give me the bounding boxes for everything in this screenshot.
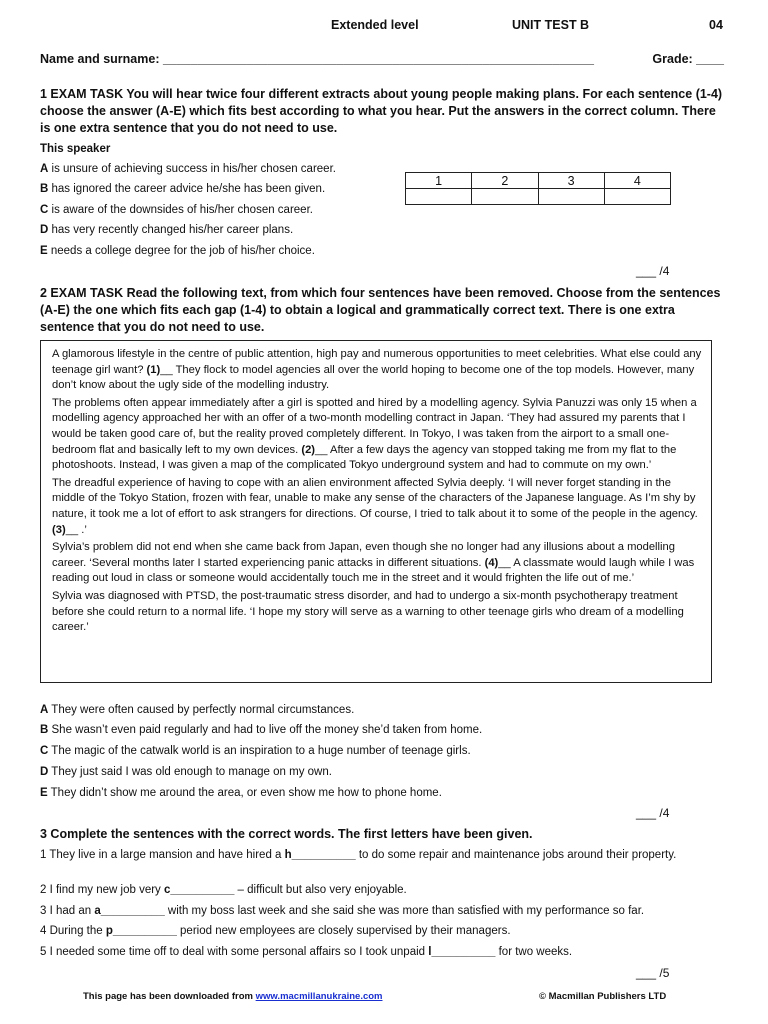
task1-instruction: 1 EXAM TASK You will hear twice four different extracts about young people making plans. For each sentence (1-4) choose the answer (A-E) which fits best according to what you hear. Put the answers in the correct column. There is one extra sentence that you do not need to use. xyxy=(40,87,723,135)
task2-option-a: A They were often caused by perfectly normal circumstances. xyxy=(40,704,355,716)
grade-field: Grade: ____ xyxy=(652,52,724,66)
answer-col-1: 1 xyxy=(406,173,472,189)
task3-item-2: 2 I find my new job very c__________ – difficult but also very enjoyable. xyxy=(40,884,407,896)
task1-intro: This speaker xyxy=(40,143,111,155)
macmillan-link[interactable]: www.macmillanukraine.com xyxy=(255,991,383,1002)
answer-cell-1[interactable] xyxy=(406,189,472,205)
task1-option-c: C is aware of the downsides of his/her chosen career. xyxy=(40,204,313,216)
task2-score: ___ /4 xyxy=(636,806,670,820)
name-field-label: Name and surname: ______________________________________________________________ xyxy=(40,52,594,66)
answer-col-4: 4 xyxy=(604,173,670,189)
reading-paragraph-4: Sylvia’s problem did not end when she came back from Japan, even though she no longer had any illusions about a modelling career. ‘Several months later I started experiencing panic attacks in different situations. (4)__ A classmate would laugh while I was reading out loud in class or someone would accidentally touch me in the street and it would frighten the life out of me.’ xyxy=(52,541,695,585)
task2-option-b: B She wasn’t even paid regularly and had to live off the money she’d taken from home. xyxy=(40,724,483,736)
task3-item-1: 1 They live in a large mansion and have hired a h__________ to do some repair and maintenance jobs around their property. xyxy=(40,849,677,861)
task1-option-e: E needs a college degree for the job of his/her choice. xyxy=(40,245,315,257)
task3-score: ___ /5 xyxy=(636,966,670,980)
answer-cell-3[interactable] xyxy=(538,189,604,205)
footer-download-note: This page has been downloaded from www.macmillanukraine.com xyxy=(83,991,383,1002)
footer-copyright: © Macmillan Publishers LTD xyxy=(539,991,667,1002)
task2-option-e: E They didn’t show me around the area, or even show me how to phone home. xyxy=(40,787,442,799)
reading-paragraph-2: The problems often appear immediately after a girl is spotted and hired by a modelling agency. Sylvia Panuzzi was only 15 when a modelling agency approached her with an offer of a two-month modelling contract in Japan. ‘They had assured my parents that I would be taken good care of, but the reality proved completely different. In Tokyo, I was taken from the airport to a small one-bedroom flat and basically left to my own devices. (2)__ After a few days the agency van stopped taking me from my flat to the photoshoots. Instead, I was given a map of the complicated Tokyo underground system and had to commute on my own.’ xyxy=(52,396,697,472)
task1-option-d: D has very recently changed his/her career plans. xyxy=(40,224,294,236)
answer-cell-4[interactable] xyxy=(604,189,670,205)
blank-3[interactable]: a__________ xyxy=(94,905,165,917)
task3-item-4: 4 During the p__________ period new employees are closely supervised by their managers. xyxy=(40,925,511,937)
reading-paragraph-5: Sylvia was diagnosed with PTSD, the post-traumatic stress disorder, and had to undergo a six-month psychotherapy treatment before she could return to a normal life. ‘I hope my story will serve as a warning to other teenage girls who dream of a modelling career.’ xyxy=(52,589,684,634)
blank-5[interactable]: l__________ xyxy=(428,946,496,958)
task1-option-a: A is unsure of achieving success in his/her chosen career. xyxy=(40,163,336,175)
level-label: Extended level xyxy=(331,18,419,32)
reading-paragraph-3: The dreadful experience of having to cope with an alien environment affected Sylvia deeply. ‘I will never forget standing in the middle of the Tokyo Station, frozen with fear, unable to make any sense of the characters of the Japanese language. As I’m shy by nature, it took me a lot of effort to ask strangers for directions. Of course, I tried to talk about it to some of the people in the agency. (3)__ .’ xyxy=(52,476,698,536)
task1-option-b: B has ignored the career advice he/she has been given. xyxy=(40,183,326,195)
task2-option-c: C The magic of the catwalk world is an inspiration to a huge number of teenage girls. xyxy=(40,745,471,757)
task3-item-3: 3 I had an a__________ with my boss last week and she said she was more than satisfied with my performance so far. xyxy=(40,905,645,917)
answer-grid-input-row xyxy=(406,189,671,205)
reading-paragraph-1: A glamorous lifestyle in the centre of public attention, high pay and numerous opportunities to meet celebrities. What else could any teenage girl want? (1)__ They flock to model agencies all over the world hoping to become one of the top models. However, many don’t know about the ugly side of the modelling industry. xyxy=(52,348,702,392)
blank-4[interactable]: p__________ xyxy=(105,925,177,937)
page-number: 04 xyxy=(709,18,723,32)
task3-instruction: 3 Complete the sentences with the correct words. The first letters have been given. xyxy=(40,827,533,841)
task2-option-d: D They just said I was old enough to manage on my own. xyxy=(40,766,332,778)
answer-cell-2[interactable] xyxy=(472,189,538,205)
answer-grid-header-row xyxy=(406,173,671,189)
blank-2[interactable]: c__________ xyxy=(164,884,235,896)
reading-text-box xyxy=(40,340,712,683)
test-title: UNIT TEST B xyxy=(512,18,590,32)
answer-col-2: 2 xyxy=(472,173,538,189)
blank-1[interactable]: h__________ xyxy=(284,849,356,861)
answer-col-3: 3 xyxy=(538,173,604,189)
task1-score: ___ /4 xyxy=(636,264,670,278)
task2-instruction: 2 EXAM TASK Read the following text, from which four sentences have been removed. Choose from the sentences (A-E) the one which fits each gap (1-4) to obtain a logical and grammatically correct text. There is one extra sentence that you do not need to use. xyxy=(40,286,721,334)
task3-item-5: 5 I needed some time off to deal with some personal affairs so I took unpaid l__________ for two weeks. xyxy=(40,946,573,958)
task1-answer-grid xyxy=(405,172,671,205)
name-line xyxy=(40,52,724,66)
